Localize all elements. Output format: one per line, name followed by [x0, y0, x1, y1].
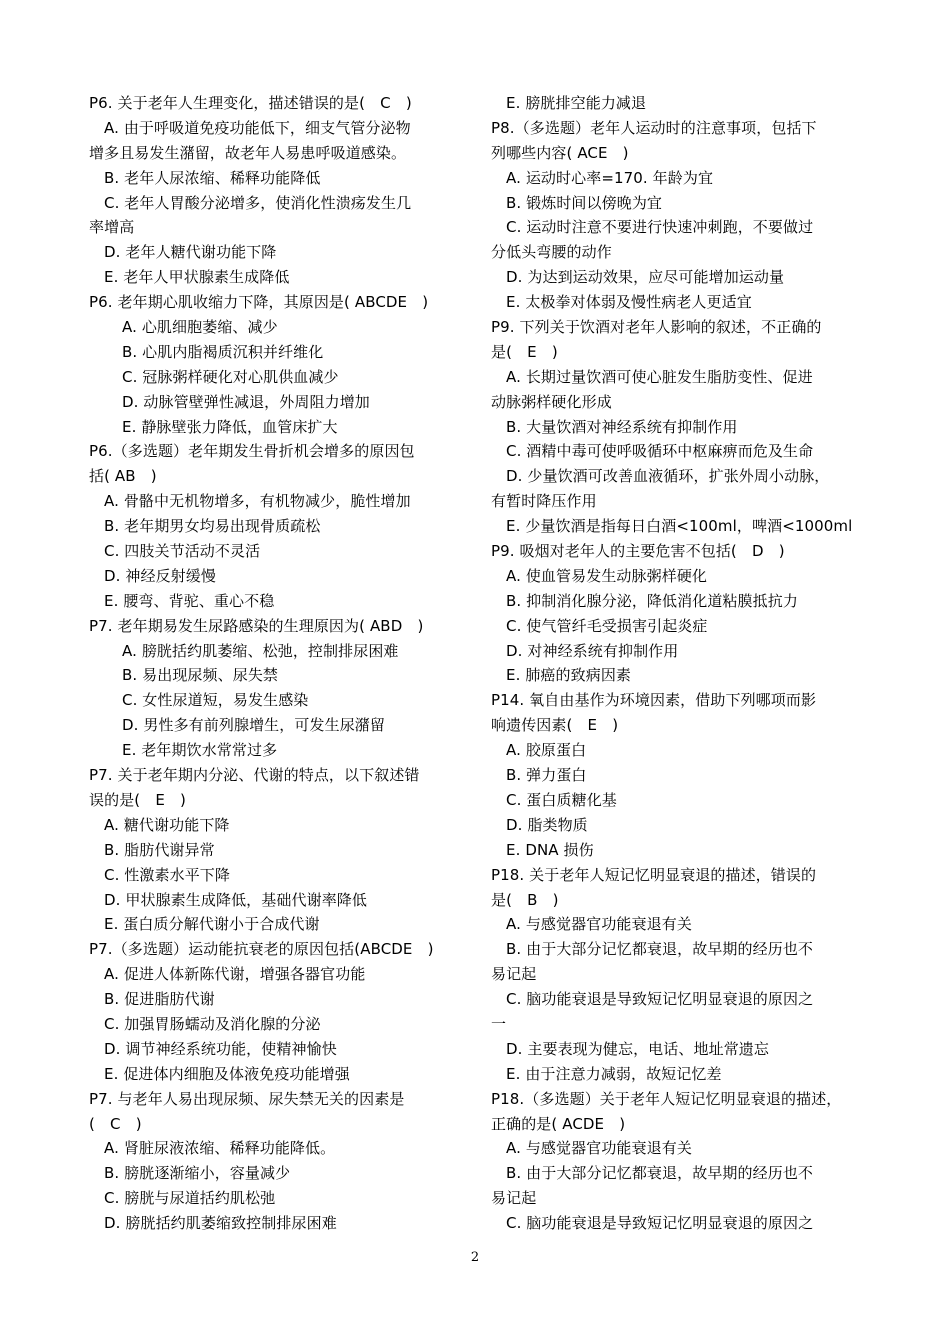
text-line: E. 老年人甲状腺素生成降低 [104, 268, 290, 287]
right-text-column [491, 91, 863, 1236]
text-line: D. 脂类物质 [506, 815, 588, 834]
text-line: E. 蛋白质分解代谢小于合成代谢 [104, 915, 320, 934]
text-line: B. 锻炼时间以傍晚为宜 [506, 193, 663, 212]
text-line: 误的是( E ) [89, 790, 186, 809]
text-line: A. 由于呼吸道免疫功能低下，细支气管分泌物 [104, 118, 411, 137]
text-line: 响遗传因素( E ) [491, 716, 619, 735]
text-line: D. 少量饮酒可改善血液循环，扩张外周小动脉， [506, 467, 830, 486]
text-line: A. 心肌细胞萎缩、减少 [122, 318, 278, 337]
text-line: E. 老年期饮水常常过多 [122, 741, 278, 760]
text-line: 一 [491, 1014, 507, 1033]
text-line: P6.（多选题）老年期发生骨折机会增多的原因包 [89, 442, 415, 461]
text-line: B. 抑制消化腺分泌，降低消化道粘膜抵抗力 [506, 591, 798, 610]
text-line: P18.（多选题）关于老年人短记忆明显衰退的描述， [491, 1089, 842, 1108]
text-line: E. 少量饮酒是指每日白酒<100ml，啤酒<1000ml [506, 517, 853, 536]
text-line: 易记起 [491, 965, 537, 984]
text-line: P9. 下列关于饮酒对老年人影响的叙述，不正确的 [491, 318, 822, 337]
text-line: P9. 吸烟对老年人的主要危害不包括( D ) [491, 542, 785, 561]
text-line: P7.（多选题）运动能抗衰老的原因包括(ABCDE ) [89, 940, 434, 959]
text-line: E. 膀胱排空能力减退 [506, 94, 647, 112]
text-line: D. 主要表现为健忘，电话、地址常遗忘 [506, 1039, 769, 1058]
text-line: 正确的是( ACDE ) [491, 1114, 626, 1133]
text-line: C. 老年人胃酸分泌增多，使消化性溃疡发生几 [104, 193, 412, 212]
text-line: P6. 老年期心肌收缩力下降，其原因是( ABCDE ) [89, 293, 429, 312]
text-line: B. 由于大部分记忆都衰退，故早期的经历也不 [506, 1164, 814, 1183]
text-line: A. 膀胱括约肌萎缩、松弛，控制排尿困难 [122, 641, 399, 660]
text-line: D. 为达到运动效果，应尽可能增加运动量 [506, 268, 785, 287]
text-line: B. 弹力蛋白 [506, 766, 587, 785]
text-line: B. 促进脂肪代谢 [104, 990, 215, 1009]
text-line: P7. 关于老年期内分泌、代谢的特点，以下叙述错 [89, 766, 420, 785]
text-line: P6. 关于老年人生理变化，描述错误的是( C ) [89, 94, 412, 112]
text-line: 率增高 [89, 218, 135, 237]
text-line: D. 老年人糖代谢功能下降 [104, 243, 277, 262]
text-line: C. 脑功能衰退是导致短记忆明显衰退的原因之 [506, 990, 814, 1009]
text-line: E. 促进体内细胞及体液免疫功能增强 [104, 1064, 350, 1083]
text-line: D. 甲状腺素生成降低，基础代谢率降低 [104, 890, 367, 909]
text-line: A. 糖代谢功能下降 [104, 815, 230, 834]
text-line: A. 与感觉器官功能衰退有关 [506, 915, 692, 934]
text-line: E. 肺癌的致病因素 [506, 666, 632, 685]
text-line: B. 易出现尿频、尿失禁 [122, 666, 279, 685]
text-line: C. 四肢关节活动不灵活 [104, 542, 261, 561]
text-line: ( C ) [89, 1114, 142, 1133]
left-text-column [89, 91, 461, 1236]
text-line: 易记起 [491, 1189, 537, 1208]
text-line: C. 运动时注意不要进行快速冲刺跑，不要做过 [506, 218, 814, 237]
text-line: D. 膀胱括约肌萎缩致控制排尿困难 [104, 1214, 337, 1233]
text-line: 有暂时降压作用 [491, 492, 597, 511]
text-line: 是( E ) [491, 342, 558, 361]
text-line: C. 膀胱与尿道括约肌松弛 [104, 1189, 276, 1208]
text-line: C. 使气管纤毛受损害引起炎症 [506, 616, 708, 635]
text-line: D. 调节神经系统功能，使精神愉快 [104, 1039, 337, 1058]
text-line: A. 长期过量饮酒可使心脏发生脂肪变性、促进 [506, 367, 813, 386]
text-line: D. 动脉管壁弹性减退，外周阻力增加 [122, 392, 370, 411]
text-line: B. 脂肪代谢异常 [104, 840, 215, 859]
text-line: 增多且易发生潴留，故老年人易患呼吸道感染。 [89, 143, 407, 162]
text-line: C. 性激素水平下降 [104, 865, 231, 884]
text-line: A. 促进人体新陈代谢，增强各器官功能 [104, 965, 366, 984]
text-line: P7. 老年期易发生尿路感染的生理原因为( ABD ) [89, 616, 424, 635]
text-line: B. 膀胱逐渐缩小，容量减少 [104, 1164, 291, 1183]
page-number: 2 [470, 1250, 480, 1265]
text-line: B. 由于大部分记忆都衰退，故早期的经历也不 [506, 940, 814, 959]
text-line: A. 运动时心率=170. 年龄为宜 [506, 168, 714, 187]
text-line: A. 与感觉器官功能衰退有关 [506, 1139, 692, 1158]
text-line: E. 太极拳对体弱及慢性病老人更适宜 [506, 293, 752, 312]
text-line: P8.（多选题）老年人运动时的注意事项，包括下 [491, 118, 817, 137]
text-line: E. 由于注意力减弱，故短记忆差 [506, 1064, 722, 1083]
text-line: P14. 氧自由基作为环境因素，借助下列哪项而影 [491, 691, 817, 710]
text-line: 动脉粥样硬化形成 [491, 392, 612, 411]
text-line: P7. 与老年人易出现尿频、尿失禁无关的因素是 [89, 1089, 405, 1108]
text-line: A. 胶原蛋白 [506, 741, 587, 760]
text-line: E. DNA 损伤 [506, 840, 594, 859]
text-line: B. 心肌内脂褐质沉积并纤维化 [122, 342, 324, 361]
text-line: A. 肾脏尿液浓缩、稀释功能降低。 [104, 1139, 336, 1158]
text-line: E. 腰弯、背驼、重心不稳 [104, 591, 275, 610]
text-line: P18. 关于老年人短记忆明显衰退的描述，错误的 [491, 865, 817, 884]
text-line: C. 女性尿道短，易发生感染 [122, 691, 309, 710]
text-line: D. 男性多有前列腺增生，可发生尿潴留 [122, 716, 385, 735]
text-line: D. 神经反射缓慢 [104, 566, 216, 585]
text-line: C. 蛋白质糖化基 [506, 790, 617, 809]
text-line: B. 老年人尿浓缩、稀释功能降低 [104, 168, 321, 187]
text-line: C. 冠脉粥样硬化对心肌供血减少 [122, 367, 339, 386]
text-line: E. 静脉壁张力降低，血管床扩大 [122, 417, 338, 436]
text-line: 列哪些内容( ACE ) [491, 143, 629, 162]
text-line: 分低头弯腰的动作 [491, 243, 612, 262]
text-line: B. 大量饮酒对神经系统有抑制作用 [506, 417, 738, 436]
text-line: B. 老年期男女均易出现骨质疏松 [104, 517, 321, 536]
text-line: D. 对神经系统有抑制作用 [506, 641, 679, 660]
text-line: C. 脑功能衰退是导致短记忆明显衰退的原因之 [506, 1214, 814, 1233]
text-line: A. 骨骼中无机物增多，有机物减少，脆性增加 [104, 492, 411, 511]
text-line: 是( B ) [491, 890, 559, 909]
text-line: C. 加强胃肠蠕动及消化腺的分泌 [104, 1014, 321, 1033]
text-line: A. 使血管易发生动脉粥样硬化 [506, 566, 708, 585]
text-line: 括( AB ) [89, 467, 157, 486]
text-line: C. 酒精中毒可使呼吸循环中枢麻痹而危及生命 [506, 442, 814, 461]
